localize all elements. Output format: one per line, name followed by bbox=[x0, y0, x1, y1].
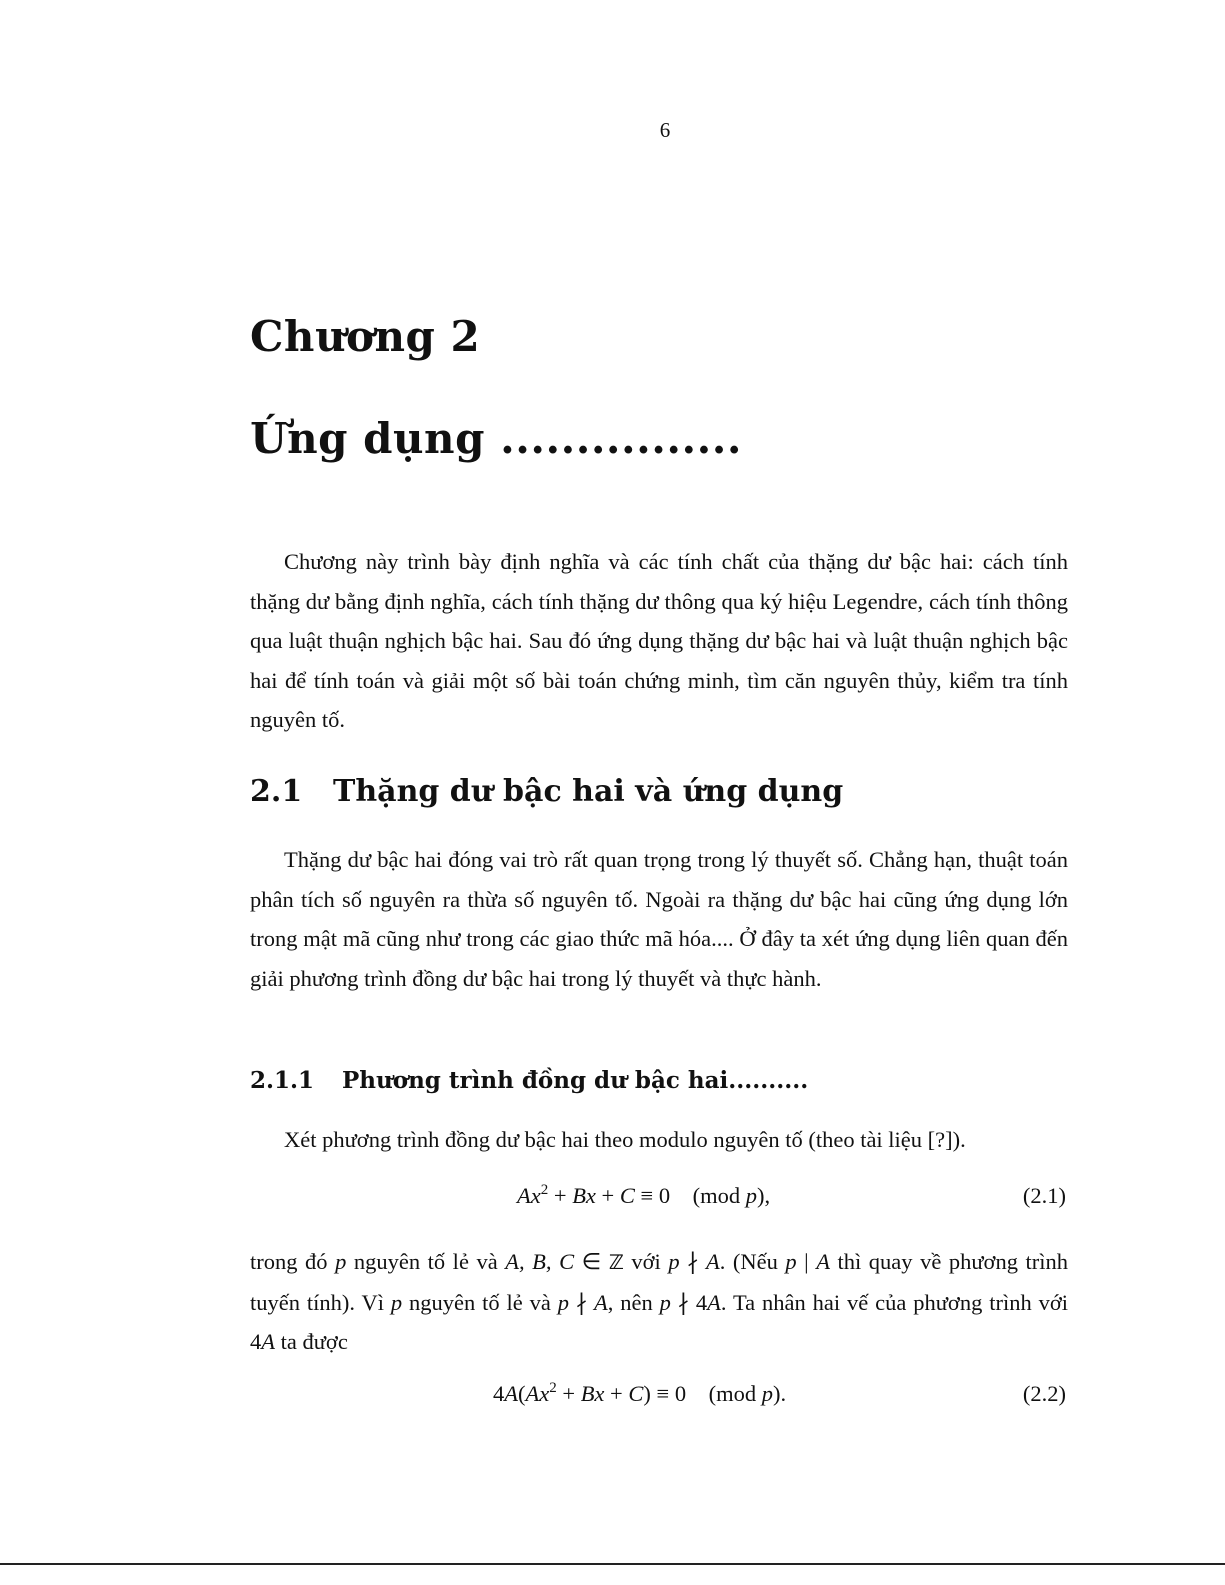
page-bottom-rule bbox=[0, 1563, 1225, 1565]
equation-2-2-formula: $4A(Ax^2 + Bx + C) \equiv 0$ (mod p). bbox=[493, 1380, 787, 1406]
equation-2-2-number: (2.2) bbox=[1022, 1381, 1066, 1406]
equation-2-2 bbox=[250, 1381, 1068, 1421]
section-title: Thặng dư bậc hai và ứng dụng bbox=[333, 774, 844, 809]
equation-2-1-number: (2.1) bbox=[1022, 1183, 1066, 1208]
subsection-number: 2.1.1 bbox=[250, 1067, 315, 1094]
equation-2-1-formula: $Ax^2 + Bx + C \equiv 0$ (mod p), bbox=[517, 1182, 771, 1208]
subsection-lead-paragraph: Xét phương trình đồng dư bậc hai theo modulo nguyên tố (theo tài liệu [?]). bbox=[284, 1127, 966, 1152]
section-body-paragraph: Thặng dư bậc hai đóng vai trò rất quan trọng trong lý thuyết số. Chẳng hạn, thuật toán phân tích số nguyên ra thừa số nguyên tố. Ngoài ra thặng dư bậc hai cũng ứng dụng lớn trong mật mã cũng như trong các giao thức mã hóa.... Ở đây ta xét ứng dụng liên quan đến giải phương trình đồng dư bậc hai trong lý thuyết và thực hành. bbox=[250, 847, 1068, 991]
chapter-title: Ứng dụng ................ bbox=[250, 414, 743, 463]
section-number: 2.1 bbox=[250, 774, 303, 809]
equation-2-1 bbox=[250, 1183, 1068, 1223]
subsection-title: Phương trình đồng dư bậc hai.......... bbox=[342, 1067, 809, 1094]
page-number: 6 bbox=[659, 118, 671, 142]
section-heading bbox=[250, 774, 843, 809]
subsection-heading bbox=[250, 1067, 808, 1094]
condition-paragraph: trong đó p nguyên tố lẻ và A, B, C ∈ ℤ với p ∤ A. (Nếu p | A thì quay về phương trình tuyến tính). Vì p nguyên tố lẻ và p ∤ A, nên p ∤ 4A. Ta nhân hai vế của phương trình với 4A ta được bbox=[250, 1249, 1068, 1355]
chapter-label: Chương 2 bbox=[250, 312, 481, 361]
chapter-intro-paragraph: Chương này trình bày định nghĩa và các tính chất của thặng dư bậc hai: cách tính thặng dư bằng định nghĩa, cách tính thặng dư thông qua ký hiệu Legendre, cách tính thông qua luật thuận nghịch bậc hai. Sau đó ứng dụng thặng dư bậc hai và luật thuận nghịch bậc hai để tính toán và giải một số bài toán chứng minh, tìm căn nguyên thủy, kiểm tra tính nguyên tố. bbox=[250, 549, 1068, 733]
